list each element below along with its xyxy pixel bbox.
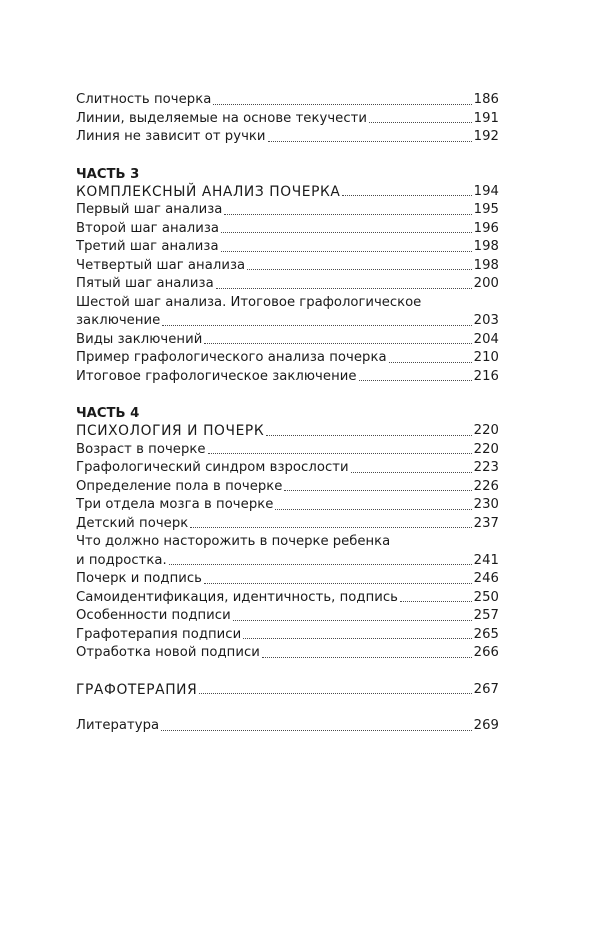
entry-page: 237 (473, 515, 499, 531)
part-3-section (76, 165, 499, 387)
toc-entry (76, 570, 499, 589)
entry-title: Самоидентификация, идентичность, подпись (76, 589, 399, 605)
entry-title: Третий шаг анализа (76, 239, 219, 254)
dot-leader (204, 583, 472, 584)
entry-title: Литература (76, 718, 160, 733)
entry-page: 186 (473, 92, 499, 107)
entry-title: Линии, выделяемые на основе текучести (76, 110, 367, 126)
toc-entry (76, 128, 499, 147)
toc-entry (76, 238, 499, 257)
toc-entry (76, 607, 499, 626)
heading-title: КОМПЛЕКСНЫЙ АНАЛИЗ ПОЧЕРКА (76, 183, 341, 200)
entry-title: Три отдела мозга в почерке (76, 497, 274, 512)
entry-page: 210 (473, 350, 499, 365)
dot-leader (213, 104, 471, 105)
entry-page: 192 (473, 129, 499, 144)
toc-entry (76, 312, 499, 331)
dot-leader (204, 343, 471, 344)
part-4-label: ЧАСТЬ 4 (76, 406, 140, 421)
entry-page: 265 (473, 626, 499, 642)
entry-title: Второй шаг анализа (76, 220, 220, 236)
part-4-section (76, 404, 499, 663)
dot-leader (247, 269, 472, 270)
dot-leader (233, 620, 472, 621)
entry-title: Графологический синдром взрослости (76, 460, 349, 475)
toc-entry (76, 201, 499, 220)
toc-entry (76, 91, 499, 110)
entry-page: 198 (473, 239, 499, 254)
toc-entry (76, 515, 499, 534)
entry-page: 200 (473, 276, 499, 291)
entry-title: Слитность почерка (76, 92, 212, 107)
dot-leader (190, 527, 471, 528)
entry-page: 266 (473, 645, 499, 660)
dot-leader (284, 490, 471, 491)
entry-title: Возраст в почерке (76, 441, 206, 457)
entry-page: 257 (473, 608, 499, 623)
dot-leader (262, 657, 472, 658)
entry-page: 204 (473, 331, 499, 347)
dot-leader (169, 564, 472, 565)
entry-title: Определение пола в почерке (76, 478, 283, 494)
dot-leader (351, 472, 472, 473)
dot-leader (199, 693, 471, 694)
entry-title: Пятый шаг анализа (76, 276, 214, 291)
dot-leader (342, 195, 471, 196)
entry-title: Линия не зависит от ручки (76, 129, 266, 144)
entry-title: ГРАФОТЕРАПИЯ (76, 681, 198, 698)
entry-page: 230 (473, 497, 499, 512)
dot-leader (161, 730, 471, 731)
toc-entry (76, 589, 499, 608)
entry-page: 269 (473, 718, 499, 733)
literatura-entry (76, 717, 499, 736)
dot-leader (359, 380, 472, 381)
dot-leader (400, 601, 472, 602)
entry-title: Почерк и подпись (76, 571, 203, 586)
entry-title: и подростка. (76, 552, 167, 568)
dot-leader (162, 325, 471, 326)
entry-title: Четвертый шаг анализа (76, 257, 246, 273)
entry-title: заключение (76, 313, 161, 328)
toc-entry (76, 220, 499, 239)
part-3-label: ЧАСТЬ 3 (76, 166, 140, 182)
toc-entry (76, 441, 499, 460)
grafoterapia-entry (76, 681, 499, 700)
toc-entry (76, 331, 499, 350)
dot-leader (389, 362, 472, 363)
entry-title: Графотерапия подписи (76, 626, 242, 642)
entry-page: 191 (473, 110, 499, 126)
entry-title: Виды заключений (76, 331, 203, 347)
toc-entry (76, 257, 499, 276)
entry-page: 203 (473, 313, 499, 328)
entry-title: Особенности подписи (76, 608, 231, 623)
entry-title: Пример графологического анализа почерка (76, 350, 387, 365)
entry-page: 246 (473, 571, 499, 586)
heading-title: ПСИХОЛОГИЯ И ПОЧЕРК (76, 423, 265, 439)
part-4-heading (76, 422, 499, 441)
heading-page: 194 (473, 183, 499, 199)
dot-leader (275, 509, 471, 510)
toc-entry (76, 626, 499, 645)
dot-leader (224, 214, 471, 215)
entry-page: 195 (473, 202, 499, 217)
toc-entry (76, 275, 499, 294)
intro-entries (76, 91, 499, 147)
toc-entry (76, 368, 499, 387)
toc-entry (76, 110, 499, 129)
dot-leader (243, 638, 471, 639)
entry-title-line1: Шестой шаг анализа. Итоговое графологическое (76, 294, 422, 310)
dot-leader (266, 435, 471, 436)
toc-entry (76, 478, 499, 497)
toc-entry (76, 349, 499, 368)
toc-entry (76, 552, 499, 571)
entry-title: Детский почерк (76, 515, 189, 531)
entry-title-line1: Что должно насторожить в почерке ребенка (76, 534, 391, 549)
dot-leader (221, 251, 472, 252)
entry-title: Отработка новой подписи (76, 645, 260, 660)
dot-leader (221, 232, 472, 233)
entry-page: 226 (473, 478, 499, 494)
entry-title: Первый шаг анализа (76, 202, 223, 217)
entry-page: 267 (473, 681, 499, 697)
entry-page: 220 (473, 441, 499, 457)
heading-page: 220 (473, 423, 499, 438)
dot-leader (268, 141, 472, 142)
toc-entry (76, 459, 499, 478)
entry-page: 250 (473, 589, 499, 605)
entry-page: 198 (473, 257, 499, 273)
toc-entry (76, 496, 499, 515)
entry-page: 216 (473, 368, 499, 384)
table-of-contents (76, 91, 499, 736)
part-3-heading (76, 183, 499, 202)
toc-entry (76, 644, 499, 663)
entry-page: 223 (473, 460, 499, 475)
dot-leader (216, 288, 472, 289)
entry-page: 241 (473, 552, 499, 568)
dot-leader (369, 122, 472, 123)
entry-page: 196 (473, 220, 499, 236)
dot-leader (208, 453, 472, 454)
entry-title: Итоговое графологическое заключение (76, 368, 357, 384)
